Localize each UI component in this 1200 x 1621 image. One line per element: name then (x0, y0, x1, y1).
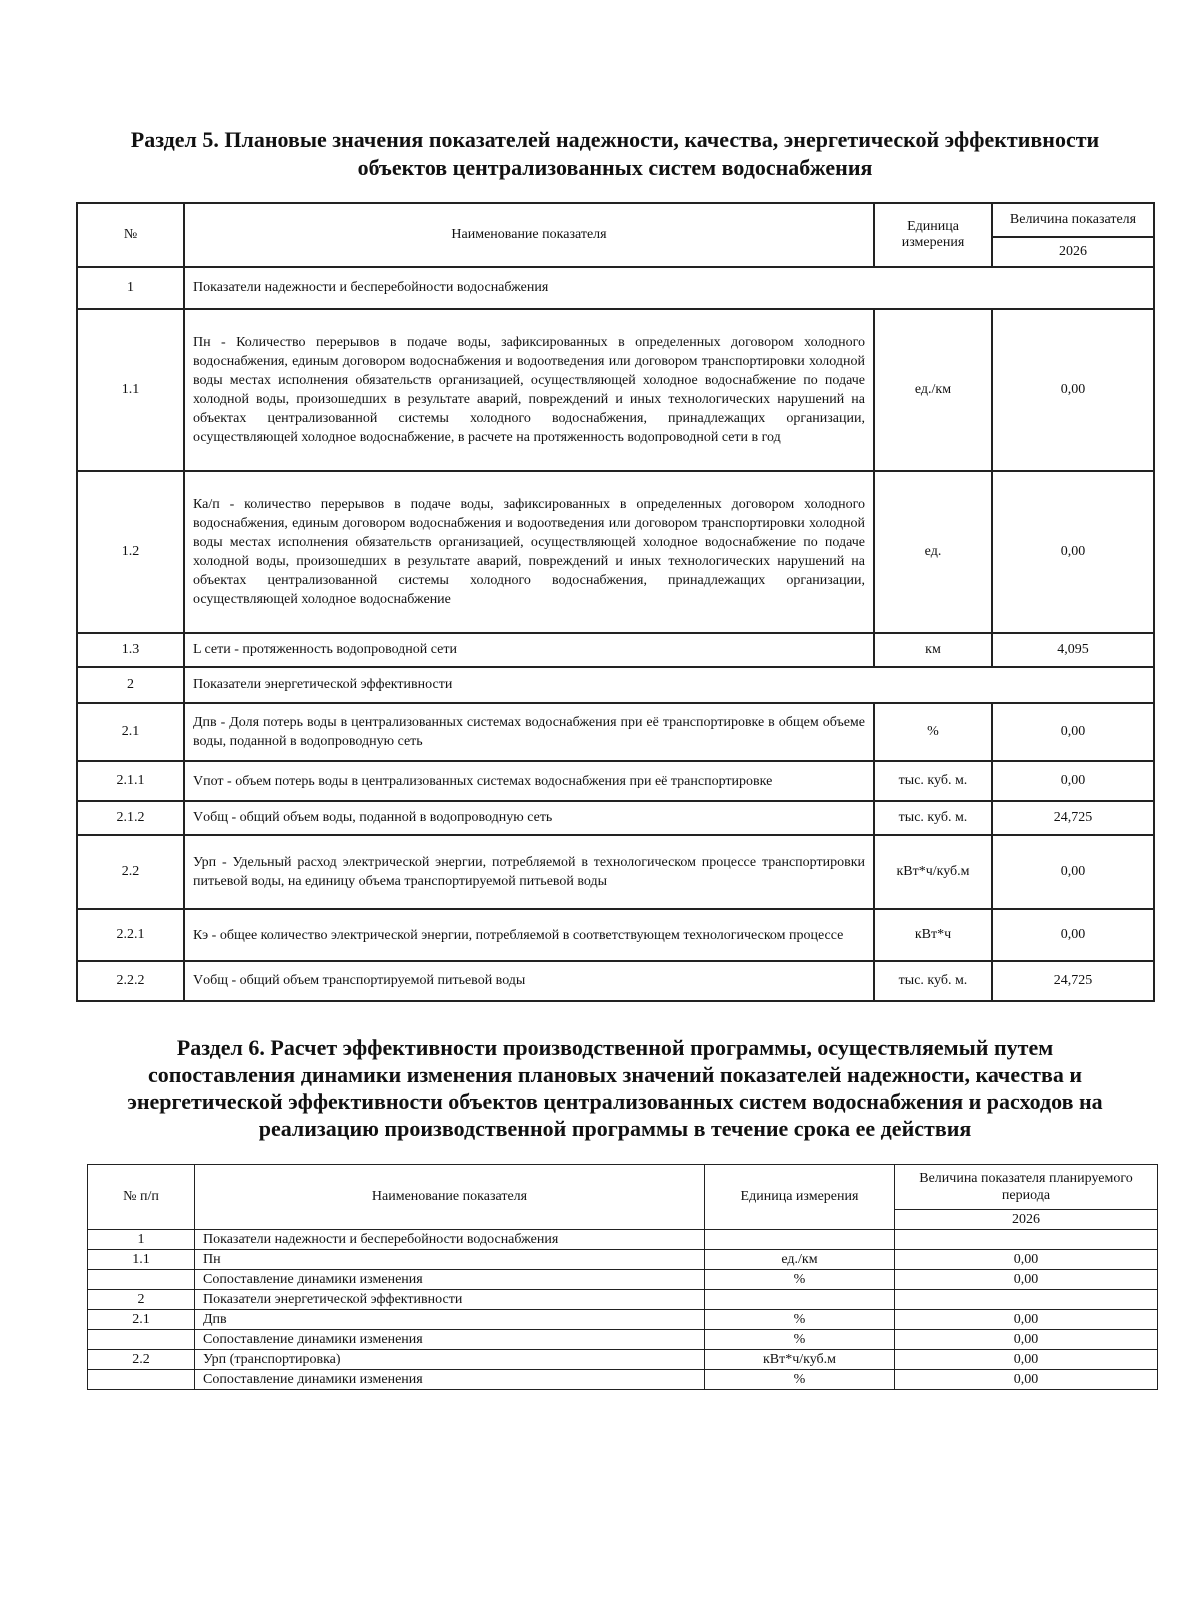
row-unit: км (874, 633, 992, 667)
row-num: 1 (77, 267, 184, 309)
table-row (88, 1370, 1158, 1390)
row-unit: ед./км (705, 1250, 895, 1270)
table-row (88, 1310, 1158, 1330)
row-num: 2 (88, 1290, 195, 1310)
row-value: 0,00 (895, 1250, 1158, 1270)
row-num: 2 (77, 667, 184, 703)
table-row (88, 1350, 1158, 1370)
section6-title-line: Раздел 6. Расчет эффективности производственной программы, осуществляемый путем (176, 1035, 1054, 1060)
table-row (77, 835, 1154, 909)
table-row (88, 1270, 1158, 1290)
row-num: 1.1 (88, 1250, 195, 1270)
row-num: 1.1 (77, 309, 184, 471)
row-num: 2.1 (88, 1310, 195, 1330)
row-num: 2.1 (77, 703, 184, 761)
header-unit: Единица измерения (874, 203, 992, 267)
row-name: Ка/п - количество перерывов в подаче воды, зафиксированных в определенных договором холодного водоснабжения, единым договором водоснабжения и водоотведения или договором транспортировки холодной воды местах исполнения обязательств организацией, осуществляющей холодное водоснабжение по подаче холодной воды, произошедших в результате аварий, повреждений и иных технологических нарушений на объектах централизованной системы холодного водоснабжения, принадлежащих организации, осуществляющей холодное водоснабжение (184, 471, 874, 633)
row-unit: ед. (874, 471, 992, 633)
row-unit: % (705, 1370, 895, 1390)
row-name: Пн - Количество перерывов в подаче воды, зафиксированных в определенных договором холодного водоснабжения, единым договором водоснабжения и водоотведения или договором транспортировки холодной воды местах исполнения обязательств организацией, осуществляющей холодное водоснабжение по подаче холодной воды, произошедших в результате аварий, повреждений и иных технологических нарушений на объектах централизованной системы холодного водоснабжения, принадлежащих организации, осуществляющей холодное водоснабжение, в расчете на протяженность водопроводной сети в год (184, 309, 874, 471)
header-num: № п/п (88, 1165, 195, 1230)
row-value: 0,00 (992, 471, 1154, 633)
row-name: Кэ - общее количество электрической энергии, потребляемой в соответствующем технологическом процессе (184, 909, 874, 961)
row-unit: % (705, 1310, 895, 1330)
row-name: L сети - протяженность водопроводной сети (184, 633, 874, 667)
section5-table (76, 202, 1155, 1002)
row-unit: ед./км (874, 309, 992, 471)
table-row (77, 309, 1154, 471)
row-unit: кВт*ч/куб.м (874, 835, 992, 909)
row-num (88, 1330, 195, 1350)
row-name: Сопоставление динамики изменения (195, 1330, 705, 1350)
row-name: Сопоставление динамики изменения (195, 1370, 705, 1390)
row-num: 1.2 (77, 471, 184, 633)
row-value: 24,725 (992, 961, 1154, 1001)
table-row (77, 961, 1154, 1001)
row-unit: % (705, 1270, 895, 1290)
row-unit: % (874, 703, 992, 761)
row-value: 0,00 (895, 1310, 1158, 1330)
row-num: 1 (88, 1230, 195, 1250)
header-num: № (77, 203, 184, 267)
row-unit: кВт*ч (874, 909, 992, 961)
row-value: 4,095 (992, 633, 1154, 667)
section6-title-line: сопоставления динамики изменения плановых значений показателей надежности, качества и (147, 1062, 1083, 1087)
row-name: Дпв - Доля потерь воды в централизованных системах водоснабжения при её транспортировке в общем объеме воды, поданной в водопроводную сеть (184, 703, 874, 761)
section6-title (70, 1034, 1160, 1142)
row-name: Урп (транспортировка) (195, 1350, 705, 1370)
table-row (77, 633, 1154, 667)
row-unit: тыс. куб. м. (874, 761, 992, 801)
table-row (88, 1330, 1158, 1350)
table-row (77, 267, 1154, 309)
table-row (88, 1290, 1158, 1310)
row-num: 2.2.1 (77, 909, 184, 961)
section5-title-line2: объектов централизованных систем водоснабжения (357, 155, 873, 180)
row-num: 2.2 (77, 835, 184, 909)
row-num: 2.2 (88, 1350, 195, 1370)
row-value: 0,00 (992, 909, 1154, 961)
row-value (895, 1290, 1158, 1310)
table-row (88, 1230, 1158, 1250)
row-unit: % (705, 1330, 895, 1350)
row-value: 0,00 (895, 1350, 1158, 1370)
header-value: Величина показателя планируемого периода (895, 1165, 1158, 1210)
row-num: 2.2.2 (77, 961, 184, 1001)
row-name: Показатели надежности и бесперебойности водоснабжения (184, 267, 1154, 309)
header-unit: Единица измерения (705, 1165, 895, 1230)
row-value: 0,00 (895, 1330, 1158, 1350)
row-unit: тыс. куб. м. (874, 801, 992, 835)
row-name: Дпв (195, 1310, 705, 1330)
table-row (77, 801, 1154, 835)
section5-title (70, 126, 1160, 182)
header-value: Величина показателя (992, 203, 1154, 237)
row-unit (705, 1230, 895, 1250)
row-unit: кВт*ч/куб.м (705, 1350, 895, 1370)
row-num (88, 1370, 195, 1390)
table-row (77, 667, 1154, 703)
row-value: 0,00 (992, 761, 1154, 801)
row-value: 24,725 (992, 801, 1154, 835)
row-name: Показатели энергетической эффективности (184, 667, 1154, 703)
row-name: Пн (195, 1250, 705, 1270)
row-value: 0,00 (895, 1270, 1158, 1290)
row-value: 0,00 (992, 835, 1154, 909)
section6-title-line: реализацию производственной программы в течение срока ее действия (258, 1116, 972, 1141)
row-unit: тыс. куб. м. (874, 961, 992, 1001)
header-year: 2026 (895, 1210, 1158, 1230)
row-value: 0,00 (992, 309, 1154, 471)
row-num (88, 1270, 195, 1290)
table-row (77, 471, 1154, 633)
header-year: 2026 (992, 237, 1154, 267)
table-row (77, 703, 1154, 761)
row-num: 2.1.1 (77, 761, 184, 801)
table-row (88, 1250, 1158, 1270)
table-row (77, 909, 1154, 961)
header-name: Наименование показателя (195, 1165, 705, 1230)
row-name: Vпот - объем потерь воды в централизованных системах водоснабжения при её транспортировке (184, 761, 874, 801)
row-name: Vобщ - общий объем транспортируемой питьевой воды (184, 961, 874, 1001)
row-value: 0,00 (992, 703, 1154, 761)
section6-table (87, 1164, 1158, 1390)
section6-title-line: энергетической эффективности объектов централизованных систем водоснабжения и расходов на (127, 1089, 1103, 1114)
row-name: Vобщ - общий объем воды, поданной в водопроводную сеть (184, 801, 874, 835)
row-name: Сопоставление динамики изменения (195, 1270, 705, 1290)
header-name: Наименование показателя (184, 203, 874, 267)
row-name: Показатели надежности и бесперебойности водоснабжения (195, 1230, 705, 1250)
table-row (77, 761, 1154, 801)
section5-title-line1: Раздел 5. Плановые значения показателей надежности, качества, энергетической эффективности (130, 127, 1100, 152)
row-name: Показатели энергетической эффективности (195, 1290, 705, 1310)
row-unit (705, 1290, 895, 1310)
row-name: Урп - Удельный расход электрической энергии, потребляемой в технологическом процессе транспортировки питьевой воды, на единицу объема транспортируемой питьевой воды (184, 835, 874, 909)
row-num: 1.3 (77, 633, 184, 667)
row-value (895, 1230, 1158, 1250)
row-num: 2.1.2 (77, 801, 184, 835)
row-value: 0,00 (895, 1370, 1158, 1390)
